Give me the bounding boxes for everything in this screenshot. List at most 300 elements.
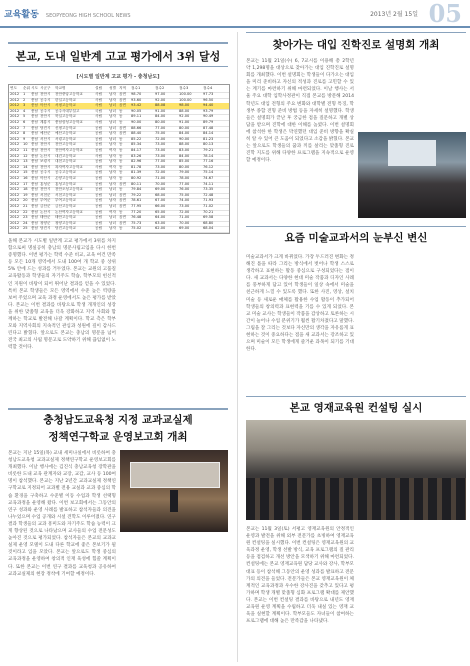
table-caption: [시도별 일반계 고교 평가 - 충청남도] <box>76 74 160 80</box>
seminar-screen <box>388 140 436 166</box>
article5-body-col2 <box>358 526 466 660</box>
table-cell: 2012 <box>10 120 20 124</box>
table-cell: 14 <box>23 164 28 169</box>
table-cell: 남녀 <box>109 215 116 220</box>
table-cell: 76.00 <box>179 187 190 192</box>
table-cell: 남자 <box>109 131 116 136</box>
table-cell: 서산시 <box>40 136 51 141</box>
table-cell: 90.05 <box>131 108 142 113</box>
table-cell: 공주고등학교 <box>55 170 76 175</box>
table-cell: 사립 <box>95 92 102 96</box>
article4-body-col2 <box>358 254 466 390</box>
table-cell: 84.00 <box>155 114 166 119</box>
consulting-photo <box>246 420 466 520</box>
table-cell: 2012 <box>10 187 20 192</box>
table-cell: 79.21 <box>203 148 214 152</box>
table-cell: 점수4 <box>203 86 213 90</box>
table-cell: 90.49 <box>203 114 214 119</box>
table-cell: 읍면 <box>119 103 126 108</box>
table-cell: 19 <box>23 192 28 197</box>
table-cell: 학교명 <box>55 86 66 90</box>
table-cell: 81.39 <box>131 170 142 175</box>
table-cell: 2012 <box>10 209 20 214</box>
table-cell: 남녀 <box>109 187 116 192</box>
table-cell: 71.00 <box>155 176 166 180</box>
table-cell: 90.00 <box>179 136 190 141</box>
table-cell: 남자 <box>109 226 116 231</box>
table-cell: 9 <box>23 136 26 141</box>
table-cell: 72.00 <box>179 209 190 214</box>
table-cell: 73.35 <box>203 187 214 192</box>
table-cell: 공립 <box>95 142 102 147</box>
table-cell: 88.00 <box>179 142 190 147</box>
table-cell: 사립 <box>95 114 102 119</box>
table-cell: 90.00 <box>131 120 142 124</box>
table-cell: 공립 <box>95 176 102 180</box>
table-cell: 공립 <box>95 209 102 214</box>
table-cell: 98.70 <box>131 92 142 96</box>
table-cell: 2012 <box>10 204 20 208</box>
table-cell: 76.48 <box>131 215 142 220</box>
table-cell: 충남 <box>31 131 38 136</box>
table-cell: 80.11 <box>131 181 142 186</box>
section-name: 교육활동 <box>4 10 39 20</box>
headline-rule-bottom <box>8 66 228 67</box>
table-cell: 충남 <box>31 215 38 220</box>
table-cell: 84.00 <box>179 131 190 136</box>
table-cell: 15 <box>23 170 28 175</box>
table-cell: 충남 <box>31 181 38 186</box>
table-cell: 순위 <box>23 86 30 90</box>
table-cell: 서평고등학교 <box>55 103 76 108</box>
table-cell: 충남 <box>31 220 38 225</box>
table-cell: 사립 <box>95 164 102 169</box>
table-cell: 국립 <box>95 108 102 113</box>
table-cell: 2012 <box>10 164 20 169</box>
article2-body-col2 <box>120 536 228 660</box>
table-cell: 83.00 <box>179 148 190 152</box>
page-number: 05 <box>428 0 462 28</box>
table-cell: 공립 <box>95 148 102 152</box>
table-cell: 2012 <box>10 159 20 164</box>
article1-body-col1: 올해 본교가 시도별 일반계 고교 평가에서 3위를 차지함으로써 명실공히 충남의 명문사립고임을 다시 한번 증명했다. 이번 평가는 학력 수준 비교, 교육 여건 만족 등 모든 10개 영역에서 도내 100여 개 학교 중 상위 5% 안에 드는 성과를 거두었다. 본교는 교원의 고품질 교육활동과 학생들의 자기주도 학습, 학부모의 헌신적인 지원이 바탕이 되어 뛰어난 결과를 얻을 수 있었다. 특히 본교 학생들은 모든 영역에서 수준 높은 역량을 보여 주었으며 교육 과정 운영에서도 높은 평가를 받았다. 본교는 이번 결과를 바탕으로 학생 개개인의 성장을 위한 맞춤형 교육을 더욱 강화하고 지역 사회와 함께하는 학교로 발전해 나갈 계획이다. 학교 측은 학부모와 지역사회의 지속적인 관심과 성원에 깊이 감사드린다고 밝혔다. 앞으로도 본교는 충남의 명문을 넘어 전국 최고의 사립 명문고로 도약하기 위해 끊임없이 노력할 것이다. <box>8 239 116 351</box>
article2-headline-line1: 충청남도교육청 지정 교과교실제 <box>43 414 193 426</box>
table-cell: 78.61 <box>131 198 142 203</box>
table-cell: 79.00 <box>179 170 190 175</box>
table-cell: 대천고등학교 <box>55 159 76 164</box>
table-cell: 63.00 <box>155 220 166 225</box>
table-cell: 25 <box>23 226 28 231</box>
table-cell: 충남 <box>31 97 38 102</box>
table-cell: 70.21 <box>203 209 214 214</box>
table-cell: 동 <box>119 136 123 141</box>
table-cell: 예산군 <box>40 131 51 136</box>
table-cell: 7 <box>23 125 26 130</box>
table-cell: 동 <box>119 176 123 180</box>
table-cell: 71.02 <box>203 204 214 208</box>
table-cell: 4 <box>23 108 26 113</box>
headline-rule <box>246 226 466 227</box>
table-cell: 20 <box>23 198 28 203</box>
table-cell: 85.00 <box>179 159 190 164</box>
table-cell: 청양군 <box>40 220 51 225</box>
table-cell: 70.00 <box>155 181 166 186</box>
table-cell: 80.00 <box>179 164 190 169</box>
table-cell: 동 <box>119 170 123 175</box>
table-cell: 69.00 <box>179 226 190 231</box>
table-cell: 충남 <box>31 170 38 175</box>
table-cell: 충남 <box>31 148 38 152</box>
table-cell: 천안여자고등학교 <box>55 148 83 152</box>
table-cell: 동 <box>119 226 123 231</box>
table-cell: 논산시 <box>40 153 51 158</box>
table-cell: 동 <box>119 187 123 192</box>
table-cell: 태안군 <box>40 215 51 220</box>
table-cell: 읍면 <box>119 97 126 102</box>
table-cell: 75.02 <box>131 226 142 231</box>
table-cell: 충남 <box>31 114 38 119</box>
table-cell: 한일고등학교 <box>55 97 76 102</box>
table-cell: 충남 <box>31 125 38 130</box>
table-cell: 17 <box>23 181 28 186</box>
table-cell: 71.93 <box>203 198 214 203</box>
report-meeting-photo <box>120 450 228 532</box>
table-cell: 80.13 <box>203 142 214 147</box>
table-cell: 사립 <box>95 97 102 102</box>
table-cell: 서천군 <box>40 192 51 197</box>
table-cell: 여자 <box>109 209 116 214</box>
table-cell: 천안시 <box>40 142 51 147</box>
table-cell: 75.14 <box>203 170 214 175</box>
table-cell: 천안오성고등학교 <box>55 187 83 192</box>
table-cell: 공주시 <box>40 170 51 175</box>
issue-date: 2013년 2월 15일 <box>370 11 418 18</box>
table-cell: 읍면 <box>119 204 126 208</box>
section-title <box>4 7 131 20</box>
table-cell: 100.00 <box>179 92 192 96</box>
article2-headline-line2: 정책연구학교 운영보고회 개최 <box>48 431 188 443</box>
table-cell: 읍면 <box>119 181 126 186</box>
table-cell: 2012 <box>10 181 20 186</box>
table-cell: 68.04 <box>203 226 214 231</box>
table-cell: 읍면 <box>119 131 126 136</box>
table-cell: 91.00 <box>179 120 190 124</box>
table-cell: 73.00 <box>155 142 166 147</box>
table-cell: 5 <box>23 114 26 119</box>
table-cell: 74.00 <box>179 198 190 203</box>
table-cell: 73.00 <box>155 148 166 152</box>
table-cell: 충남 <box>31 176 38 180</box>
table-cell: 남자 <box>109 97 116 102</box>
table-cell: 77.00 <box>179 181 190 186</box>
table-cell: 92.00 <box>179 114 190 119</box>
table-cell: 금산군 <box>40 204 51 208</box>
table-cell: 88.08 <box>155 103 166 108</box>
table-cell: 남녀 <box>109 125 116 130</box>
table-cell: 2012 <box>10 215 20 220</box>
table-cell: 69.00 <box>155 187 166 192</box>
table-cell: 75.00 <box>155 131 166 136</box>
table-cell: 천안시 <box>40 92 51 96</box>
table-cell: 2012 <box>10 153 20 158</box>
table-cell: 서천고등학교 <box>55 192 76 197</box>
table-cell: 남녀 <box>109 136 116 141</box>
table-cell: 동 <box>119 120 123 124</box>
table-cell: 89.79 <box>203 120 214 124</box>
table-cell: 84.00 <box>179 153 190 158</box>
table-cell: 2012 <box>10 131 20 136</box>
table-cell: 동 <box>119 142 123 147</box>
table-cell: 복자여자고등학교 <box>55 164 83 169</box>
table-cell: 77.95 <box>131 204 142 208</box>
table-cell: 10 <box>23 142 28 147</box>
table-cell: 당진시 <box>40 125 51 130</box>
table-cell: 24 <box>23 220 28 225</box>
table-cell: 81.78 <box>131 164 142 169</box>
table-cell: 23 <box>23 215 28 220</box>
table-cell: 계룡시 <box>40 120 51 124</box>
table-cell: 2012 <box>10 142 20 147</box>
table-cell: 남녀 <box>109 120 116 124</box>
table-cell: 공립 <box>95 136 102 141</box>
table-cell: 당진시 <box>40 226 51 231</box>
table-cell: 남자 <box>109 176 116 180</box>
table-cell: 읍면 <box>119 92 126 96</box>
table-cell: 75.00 <box>179 192 190 197</box>
headline-rule <box>246 32 466 33</box>
table-cell: 부여고등학교 <box>55 198 76 203</box>
table-cell: 동 <box>119 153 123 158</box>
table-cell: 사립 <box>95 103 102 108</box>
article2-body-col1: 본교는 지난 15일(목) 교내 세미나실에서 비롯하여 충청남도교육청 교과교실제 정책연구학교 운영보고회를 개최했다. 이날 행사에는 김진식 충남교육청 장학관을 비롯한 도내 교육 관계자와 교장, 교감, 교사 등 100여 명이 참석했다. 본교는 지난 2년간 교과교실제 정책연구학교로 지정되어 교과별 전용 교실과 교과 중심의 학습 환경을 구축하고 수준별 이동 수업과 학생 선택형 교육과정을 운영해 왔다. 이번 보고회에서는 그동안의 연구 성과와 운영 사례를 발표하고 참석자들과 의견을 나누었으며 수업 공개와 시설 견학도 이루어졌다. 연구 결과 학생들의 교과 흥미도와 자기주도 학습 능력이 크게 향상된 것으로 나타났으며 교사들의 수업 전문성도 높아진 것으로 평가되었다. 참석자들은 본교의 교과교실제 운영 모델이 도내 다른 학교에 좋은 본보기가 될 것이라고 입을 모았다. 본교는 앞으로도 학생 중심의 교육과정을 운영하여 창의적 인재 육성에 힘쓸 계획이다. 또한 본교는 이번 연구 결과를 교육청과 공유하여 교과교실제의 현장 정착에 기여할 예정이다. <box>8 451 116 577</box>
table-cell: 98.00 <box>179 103 190 108</box>
table-cell: 보령시 <box>40 159 51 164</box>
table-cell: 부여군 <box>40 198 51 203</box>
table-cell: 동 <box>119 159 123 164</box>
table-cell: 충남 <box>31 153 38 158</box>
table-cell: 동 <box>119 108 123 113</box>
table-cell: 2 <box>23 97 26 102</box>
table-cell: 89.11 <box>131 114 142 119</box>
table-cell: 천안중앙고등학교 <box>55 92 83 96</box>
table-cell: 97.00 <box>155 92 166 96</box>
table-cell: 73.00 <box>155 153 166 158</box>
table-cell: 12 <box>23 153 28 158</box>
table-cell: 남자 <box>109 92 116 96</box>
table-cell: 92.00 <box>155 97 166 102</box>
table-cell: 2012 <box>10 136 20 141</box>
table-caption-text: 시도별 일반계 고교 평가 - 충청남도 <box>78 74 158 80</box>
table-cell: 88.00 <box>179 108 190 113</box>
table-cell: 79.84 <box>131 187 142 192</box>
table-cell: 남자 <box>109 114 116 119</box>
table-cell: 읍면 <box>119 215 126 220</box>
article4-body-col1: 미술교과서가 크게 바뀌었다. 가장 두드러진 변화는 정해진 틀을 따라 그리는 방식에서 벗어나 학생 스스로 생각하고 표현하는 활동 중심으로 구성되었다는 점이다. 새 교과서는 다양한 현대 미술 작품과 디자인 사례를 풍부하게 담고 있어 학생들이 일상 속에서 미술을 친근하게 느낄 수 있도록 했다. 또한 사진, 영상, 설치 미술 등 새로운 매체를 활용한 수업 활동이 추가되어 학생들의 창의력과 표현력을 기를 수 있게 되었다. 본교 미술 교사는 학생들이 작품을 감상하고 토론하는 시간이 늘어나 수업 분위기가 훨씬 활기차졌다고 말했다. 그림을 잘 그리는 것보다 자신만의 생각을 자유롭게 표현하는 것이 중요하다는 점을 새 교과서는 강조하고 있으며 미술이 모든 학생에게 즐거운 과목이 되기를 기대한다. <box>246 255 354 353</box>
table-cell: 62.00 <box>155 226 166 231</box>
table-cell: 온양고등학교 <box>55 176 76 180</box>
table-cell: 88.66 <box>131 125 142 130</box>
headline-rule <box>8 408 228 410</box>
table-cell: 서령고등학교 <box>55 136 76 141</box>
article1-headline: 본교, 도내 일반계 고교 평가에서 3위 달성 <box>15 50 221 63</box>
table-cell: 81.23 <box>203 136 214 141</box>
table-cell: 공립 <box>95 226 102 231</box>
table-cell: 77.00 <box>155 159 166 164</box>
table-cell: 6 <box>23 120 26 124</box>
table-cell: 93.79 <box>203 108 214 113</box>
table-cell: 충남삼성고등학교 <box>55 120 83 124</box>
table-cell: 78.00 <box>179 176 190 180</box>
table-cell: 공립 <box>95 187 102 192</box>
table-cell: 22 <box>23 209 28 214</box>
table-cell: 67.00 <box>155 198 166 203</box>
table-cell: 태안고등학교 <box>55 215 76 220</box>
article3-body-col2 <box>358 58 466 128</box>
table-cell: 읍면 <box>119 220 126 225</box>
article5-body-col1: 본교는 11월 3일(토) 서평고 영재교육원의 안정적인 운영과 발전을 위해 외부 전문가를 초빙하여 영재교육원 컨설팅을 실시했다. 이번 컨설팅은 영재교육원의 교육과정 운영, 학생 선발 방식, 교육 프로그램의 질 관리 등을 점검하고 개선 방안을 모색하기 위해 마련되었다. 컨설팅에는 본교 영재교육원 담당 교사와 강사, 학부모 대표 등이 참석해 그동안의 운영 성과를 발표하고 전문가의 의견을 들었다. 전문가들은 본교 영재교육원이 체계적인 교육과정과 우수한 강사진을 갖추고 있다고 평가하며 학생 개별 맞춤형 심화 프로그램 확대를 제안했다. 본교는 이번 컨설팅 결과를 바탕으로 내년도 영재교육원 운영 계획을 수립하고 더욱 내실 있는 영재 교육을 실현할 계획이다. 학부모들도 자녀들이 참여하는 프로그램에 대해 높은 만족감을 나타냈다. <box>246 527 354 625</box>
table-cell: 75.73 <box>131 220 142 225</box>
table-cell: 논산여자고등학교 <box>55 209 83 214</box>
table-cell: 동 <box>119 114 123 119</box>
table-cell: 8 <box>23 131 26 136</box>
table-cell: 80.92 <box>131 176 142 180</box>
table-cell: 100.00 <box>179 97 192 102</box>
table-cell: 85.22 <box>131 136 142 141</box>
table-cell: 73.00 <box>155 164 166 169</box>
table-cell: 83.26 <box>131 153 142 158</box>
table-cell: 77.00 <box>155 125 166 130</box>
table-cell: 2012 <box>10 148 20 152</box>
table-cell: 천안고등학교 <box>55 142 76 147</box>
ranking-table <box>8 84 230 234</box>
table-cell: 77.20 <box>131 209 142 214</box>
table-cell: 충남 <box>31 108 38 113</box>
table-cell: 남녀 <box>109 220 116 225</box>
table-cell: 읍면 <box>119 198 126 203</box>
table-cell: 공주사대부설고 <box>55 108 80 113</box>
table-cell: 점수1 <box>131 86 141 90</box>
table-cell: 1 <box>23 92 26 96</box>
table-cell: 18 <box>23 187 28 192</box>
table-cell: 충남 <box>31 136 38 141</box>
table-cell: 65.00 <box>155 209 166 214</box>
table-cell: 71.00 <box>179 215 190 220</box>
table-cell: 70.00 <box>179 220 190 225</box>
table-cell: 시도 <box>31 86 38 90</box>
table-cell: 충남 <box>31 192 38 197</box>
table-cell: 72.00 <box>155 136 166 141</box>
table-cell: 아산시 <box>40 103 51 108</box>
table-cell: 84.14 <box>203 131 214 136</box>
table-cell: 74.67 <box>203 176 214 180</box>
table-cell: 2012 <box>10 192 20 197</box>
table-cell: 공립 <box>95 170 102 175</box>
table-cell: 청양고등학교 <box>55 220 76 225</box>
table-cell: 천안시 <box>40 148 51 152</box>
table-cell: 68.80 <box>203 220 214 225</box>
table-cell: 홍성군 <box>40 181 51 186</box>
table-cell: 68.00 <box>155 192 166 197</box>
table-cell: 대건고등학교 <box>55 153 76 158</box>
table-cell: 공주시 <box>40 108 51 113</box>
table-cell: 2012 <box>10 125 20 130</box>
table-cell: 77.16 <box>203 159 214 164</box>
table-cell: 남녀 <box>109 103 116 108</box>
table-cell: 72.00 <box>155 170 166 175</box>
table-cell: 동 <box>119 209 123 214</box>
article1-body-col2 <box>120 238 228 402</box>
table-cell: 남자 <box>109 142 116 147</box>
table-cell: 읍면 <box>119 192 126 197</box>
table-cell: 91.00 <box>155 108 166 113</box>
table-cell: 78.14 <box>203 153 214 158</box>
table-cell: 남자 <box>109 159 116 164</box>
table-cell: 여자 <box>109 164 116 169</box>
table-cell: 여자 <box>109 148 116 152</box>
table-cell: 76.12 <box>203 164 214 169</box>
table-cell: 87.48 <box>203 125 214 130</box>
table-cell: 2012 <box>10 226 20 231</box>
table-cell: 아산시 <box>40 176 51 180</box>
table-cell: 충남 <box>31 142 38 147</box>
headline-rule <box>8 42 228 44</box>
table-cell: 설립 <box>95 86 102 90</box>
table-cell: 16 <box>23 176 28 180</box>
table-cell: 남녀 <box>109 204 116 208</box>
headline-rule <box>246 396 466 397</box>
table-cell: 79.22 <box>131 192 142 197</box>
table-cell: 예산고등학교 <box>55 131 76 136</box>
table-cell: 74.11 <box>203 181 214 186</box>
table-cell: 공립 <box>95 198 102 203</box>
table-cell: 남자 <box>109 153 116 158</box>
table-row <box>9 226 229 233</box>
table-cell: 읍면 <box>119 125 126 130</box>
audience-rows <box>246 478 466 520</box>
table-cell: 동 <box>119 148 123 152</box>
table-cell: 2012 <box>10 220 20 225</box>
table-cell: 충남 <box>31 159 38 164</box>
table-cell: 73.00 <box>179 204 190 208</box>
column-divider <box>237 32 238 662</box>
table-cell: 2012 <box>10 170 20 175</box>
table-cell: 충남 <box>31 164 38 169</box>
table-cell: 충남 <box>31 120 38 124</box>
page-header <box>0 0 470 28</box>
table-cell: 천안시 <box>40 114 51 119</box>
table-cell: 2012 <box>10 114 20 119</box>
table-cell: 13 <box>23 159 28 164</box>
table-cell: 80.00 <box>179 125 190 130</box>
table-cell: 남자 <box>109 170 116 175</box>
table-cell: 남녀 <box>109 192 116 197</box>
table-cell: 당진고등학교 <box>55 226 76 231</box>
table-cell: 96.50 <box>203 97 214 102</box>
table-cell: 3 <box>23 103 26 108</box>
table-cell: 2012 <box>10 92 20 96</box>
table-cell: 남자 <box>109 181 116 186</box>
table-cell: 남녀 <box>109 108 116 113</box>
table-cell: 69.58 <box>203 215 214 220</box>
table-cell: 80.00 <box>155 120 166 124</box>
table-cell: 사립 <box>95 120 102 124</box>
article3-headline: 찾아가는 대입 진학진로 설명회 개최 <box>272 39 440 51</box>
article5-headline: 본교 영재교육원 컨설팅 실시 <box>289 402 423 414</box>
table-cell: 북일고등학교 <box>55 114 76 119</box>
table-cell: 점수2 <box>155 86 165 90</box>
table-cell: 2012 <box>10 97 20 102</box>
table-cell: 지역 <box>119 86 126 90</box>
